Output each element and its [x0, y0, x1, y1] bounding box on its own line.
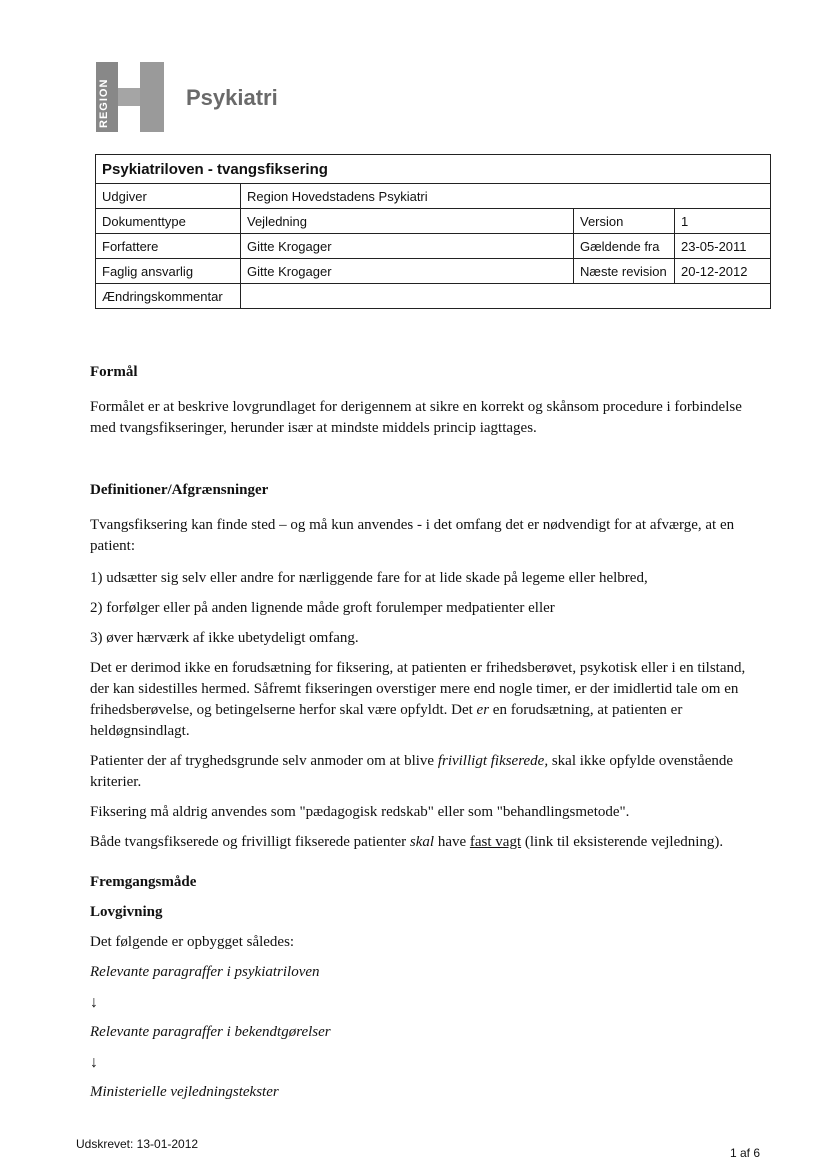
fast-vagt-link[interactable]: fast vagt [469, 834, 522, 850]
table-row [96, 284, 771, 309]
table-row [96, 259, 771, 284]
text-span: (link til eksisterende vejledning). [521, 834, 724, 850]
list-item: 3) øver hærværk af ikke ubetydeligt omfang. [90, 630, 359, 646]
section-procedure [90, 872, 760, 1112]
emphasis: er [476, 702, 490, 718]
row-value: Gitte Krogager [241, 259, 574, 284]
text-span: Patienter der af tryghedsgrunde selv anmoder om at blive [90, 753, 438, 769]
row-value: Vejledning [241, 209, 574, 234]
table-row [96, 184, 771, 209]
row-sub-label: Gældende fra [574, 234, 675, 259]
row-label: Forfattere [96, 234, 241, 259]
row-sub-value: 1 [675, 209, 771, 234]
table-row [96, 209, 771, 234]
document-info-table [95, 154, 771, 309]
section-heading: Formål [90, 364, 138, 380]
row-label: Udgiver [96, 184, 241, 209]
section-formal [90, 362, 760, 448]
paragraph: Fiksering må aldrig anvendes som "pædagogisk redskab" eller som "behandlingsmetode". [90, 804, 630, 820]
row-value: Gitte Krogager [241, 234, 574, 259]
text-span: have [434, 834, 470, 850]
text-span: en forudsætning, at patienten er heldøgnsindlagt. [90, 702, 683, 739]
section-definitions [90, 480, 760, 862]
printed-date: Udskrevet: 13-01-2012 [76, 1137, 199, 1151]
table-row [96, 234, 771, 259]
list-item: 2) forfølger eller på anden lignende måde groft forulemper medpatienter eller [90, 600, 555, 616]
emphasis: frivilligt fikserede, [437, 753, 549, 769]
text-span: Både tvangsfikserede og frivilligt fikserede patienter [90, 834, 410, 850]
paragraph [90, 658, 760, 742]
row-label: Dokumenttype [96, 209, 241, 234]
text-span: Det er derimod ikke en forudsætning for fiksering, at patienten er frihedsberøvet, psykotisk eller i en tilstand, der kan sidestilles hermed. Såfremt fikseringen overstiger mere end nogle timer, er der imidlertid tale om en frihedsberøvelse, og betingelserne herfor skal være opfyldt. Det [90, 660, 746, 718]
procedure-step: Relevante paragraffer i bekendtgørelser [90, 1024, 331, 1040]
list-item: 1) udsætter sig selv eller andre for nærliggende fare for at lide skade på legeme eller helbred, [90, 570, 648, 586]
paragraph: Tvangsfiksering kan finde sted – og må kun anvendes - i det omfang det er nødvendigt for at afværge, at en patient: [90, 517, 735, 554]
section-heading: Fremgangsmåde [90, 874, 197, 890]
paragraph [90, 832, 760, 853]
text-span: skal ikke opfylde ovenstående kriterier. [90, 753, 734, 790]
row-label: Faglig ansvarlig [96, 259, 241, 284]
down-arrow-icon: ↓ [90, 994, 98, 1011]
down-arrow-icon: ↓ [90, 1054, 98, 1071]
logo-h-right [140, 62, 164, 132]
paragraph: Formålet er at beskrive lovgrundlaget for derigennem at sikre en korrekt og skånsom procedure i forbindelse med tvangsfikseringer, herunder især at mindste middels princip iagttages. [90, 399, 742, 436]
row-value [241, 284, 771, 309]
emphasis: skal [409, 834, 435, 850]
document-title: Psykiatriloven - tvangsfiksering [96, 155, 771, 184]
paragraph [90, 751, 760, 793]
section-heading: Definitioner/Afgrænsninger [90, 482, 269, 498]
procedure-step: Relevante paragraffer i psykiatriloven [90, 964, 320, 980]
page-number: 1 af 6 [730, 1146, 761, 1160]
row-sub-value: 23-05-2011 [675, 234, 771, 259]
table-header-row [96, 155, 771, 184]
paragraph: Det følgende er opbygget således: [90, 934, 295, 950]
row-value: Region Hovedstadens Psykiatri [241, 184, 771, 209]
subsection-heading: Lovgivning [90, 904, 163, 920]
region-logo [96, 62, 166, 132]
row-sub-label: Næste revision [574, 259, 675, 284]
logo-title: Psykiatri [186, 85, 278, 110]
logo-region-text: REGION [98, 78, 110, 128]
row-sub-value: 20-12-2012 [675, 259, 771, 284]
procedure-step: Ministerielle vejledningstekster [90, 1084, 279, 1100]
row-label: Ændringskommentar [96, 284, 241, 309]
logo-h-bar [118, 88, 140, 106]
row-sub-label: Version [574, 209, 675, 234]
